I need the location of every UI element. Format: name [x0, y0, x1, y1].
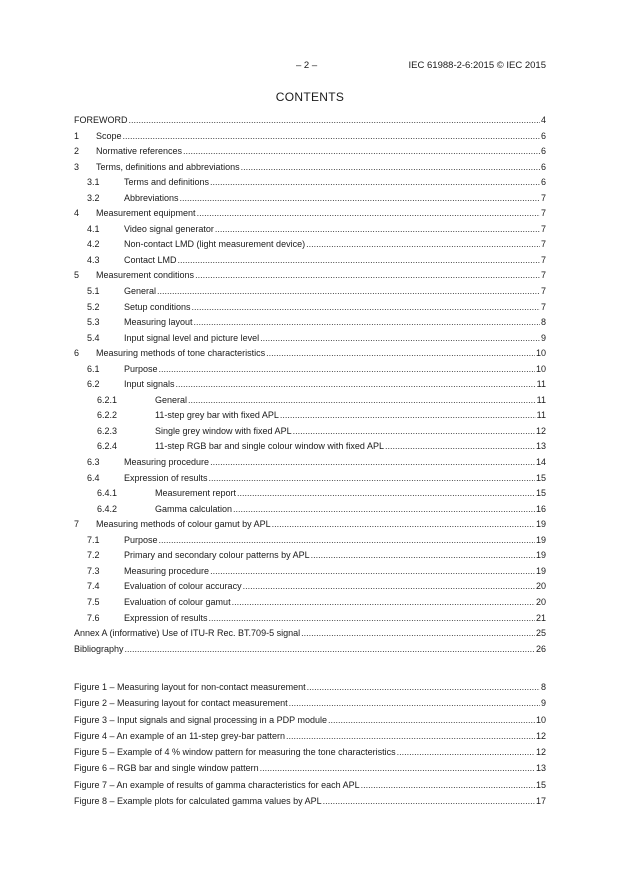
dot-leader: [209, 612, 535, 624]
toc-entry-line: [124, 456, 546, 468]
table-of-contents: [74, 114, 546, 658]
toc-entry[interactable]: [74, 487, 546, 503]
toc-entry[interactable]: [74, 378, 546, 394]
toc-entry[interactable]: [74, 549, 546, 565]
toc-entry-title: Expression of results: [124, 612, 208, 623]
toc-entry-line: [124, 534, 546, 546]
dot-leader: [178, 254, 540, 266]
dot-leader: [125, 643, 535, 655]
toc-entry-number: 5.1: [87, 286, 100, 297]
dot-leader: [183, 145, 540, 157]
dot-leader: [157, 285, 540, 297]
figure-entry-page: 10: [535, 714, 546, 725]
toc-entry-line: [96, 207, 546, 219]
dot-leader: [361, 779, 535, 791]
toc-entry-line: [124, 223, 546, 235]
toc-entry-title: Bibliography: [74, 643, 124, 654]
toc-entry[interactable]: [74, 254, 546, 270]
figure-entry-page: 15: [535, 779, 546, 790]
toc-entry-line: [124, 472, 546, 484]
figure-entry-line: [74, 746, 546, 758]
toc-entry-title: Setup conditions: [124, 301, 191, 312]
toc-entry-title: Input signal level and picture level: [124, 332, 260, 343]
toc-entry-number: 3: [74, 161, 80, 172]
figure-entry-line: [74, 697, 546, 709]
dot-leader: [237, 487, 535, 499]
toc-entry[interactable]: [74, 596, 546, 612]
toc-entry-title: Input signals: [124, 379, 175, 390]
toc-entry-line: [96, 269, 546, 281]
figure-entry-line: [74, 779, 546, 791]
figure-entry-page: 9: [540, 698, 546, 709]
toc-entry[interactable]: [74, 627, 546, 643]
toc-entry-number: 5.3: [87, 317, 100, 328]
toc-entry-title: Measuring procedure: [124, 457, 210, 468]
toc-entry-title: Evaluation of colour gamut: [124, 596, 231, 607]
toc-entry[interactable]: [74, 145, 546, 161]
toc-entry[interactable]: [74, 394, 546, 410]
toc-entry-title: Terms and definitions: [124, 177, 210, 188]
figure-entry-line: [74, 714, 546, 726]
toc-entry-page: 19: [535, 550, 546, 561]
toc-entry[interactable]: [74, 161, 546, 177]
toc-entry[interactable]: [74, 534, 546, 550]
toc-entry-number: 6.1: [87, 363, 100, 374]
toc-entry-number: 6.4.2: [97, 503, 118, 514]
figure-entry-line: [74, 762, 546, 774]
toc-entry-line: [96, 347, 546, 359]
toc-entry[interactable]: [74, 565, 546, 581]
toc-entry-line: [124, 285, 546, 297]
dot-leader: [307, 681, 540, 693]
toc-entry-number: 6.2.2: [97, 410, 118, 421]
dot-leader: [197, 207, 540, 219]
toc-entry-title: Video signal generator: [124, 223, 214, 234]
toc-entry[interactable]: [74, 316, 546, 332]
dot-leader: [323, 795, 535, 807]
toc-entry-line: [124, 301, 546, 313]
toc-entry-number: 3.2: [87, 192, 100, 203]
toc-entry-title: Measurement report: [155, 488, 237, 499]
toc-entry[interactable]: [74, 114, 546, 130]
page-title: CONTENTS: [275, 90, 345, 104]
toc-entry-line: [124, 596, 546, 608]
toc-entry[interactable]: [74, 192, 546, 208]
figure-entry-title: Figure 1 – Measuring layout for non-contact measurement: [74, 682, 306, 692]
toc-entry-page: 12: [535, 425, 546, 436]
toc-entry-page: 20: [535, 596, 546, 607]
toc-entry-title: 11-step RGB bar and single colour window with fixed APL: [155, 441, 384, 452]
toc-entry-page: 10: [535, 363, 546, 374]
toc-entry-number: 4.3: [87, 254, 100, 265]
dot-leader: [293, 425, 535, 437]
toc-entry[interactable]: [74, 285, 546, 301]
dot-leader: [210, 176, 540, 188]
toc-entry-number: 7: [74, 519, 80, 530]
toc-entry-title: Gamma calculation: [155, 503, 233, 514]
toc-entry[interactable]: [74, 238, 546, 254]
toc-entry[interactable]: [74, 472, 546, 488]
toc-entry-line: [96, 161, 546, 173]
toc-entry-line: [96, 130, 546, 142]
toc-entry[interactable]: [74, 176, 546, 192]
toc-entry-number: 6: [74, 348, 80, 359]
toc-entry-number: 4.2: [87, 239, 100, 250]
toc-entry-title: Measurement equipment: [96, 208, 196, 219]
toc-entry-page: 6: [540, 177, 546, 188]
toc-entry-line: [96, 145, 546, 157]
toc-entry-page: 7: [540, 301, 546, 312]
toc-entry[interactable]: [74, 332, 546, 348]
toc-entry-number: 4.1: [87, 223, 100, 234]
toc-entry-number: 7.1: [87, 534, 100, 545]
dot-leader: [243, 580, 535, 592]
toc-entry-number: 7.3: [87, 565, 100, 576]
toc-entry-page: 11: [536, 394, 546, 405]
figure-entry-title: Figure 4 – An example of an 11-step grey-bar pattern: [74, 730, 285, 741]
dot-leader: [385, 440, 535, 452]
dot-leader: [210, 456, 535, 468]
toc-entry-title: Abbreviations: [124, 192, 179, 203]
toc-entry-page: 9: [540, 332, 546, 343]
toc-entry-line: [155, 394, 546, 406]
dot-leader: [233, 503, 535, 515]
toc-entry-title: Terms, definitions and abbreviations: [96, 161, 240, 172]
figure-entry-page: 12: [535, 747, 546, 758]
figure-entry-line: [74, 730, 546, 742]
toc-entry-title: Non-contact LMD (light measurement device): [124, 239, 306, 250]
toc-entry-page: 6: [540, 146, 546, 157]
toc-entry-page: 10: [535, 348, 546, 359]
toc-entry-number: 5: [74, 270, 80, 281]
toc-entry-line: [124, 332, 546, 344]
dot-leader: [176, 378, 536, 390]
toc-entry-number: 6.2.4: [97, 441, 118, 452]
toc-entry[interactable]: [74, 130, 546, 146]
toc-entry[interactable]: [74, 612, 546, 628]
toc-entry-line: [124, 378, 546, 390]
toc-entry-page: 6: [540, 130, 546, 141]
toc-entry-number: 6.2.3: [97, 425, 118, 436]
toc-entry-page: 14: [535, 457, 546, 468]
toc-entry-page: 15: [535, 472, 546, 483]
toc-entry-title: Expression of results: [124, 472, 208, 483]
dot-leader: [311, 549, 535, 561]
toc-entry-title: General: [155, 394, 188, 405]
dot-leader: [159, 534, 535, 546]
toc-entry-line: [124, 254, 546, 266]
figure-entry-line: [74, 795, 546, 807]
toc-entry-number: 3.1: [87, 177, 100, 188]
toc-entry-number: 7.2: [87, 550, 100, 561]
toc-entry-line: [124, 238, 546, 250]
page-header: [0, 60, 620, 76]
toc-entry-line: [124, 549, 546, 561]
figure-entry[interactable]: [74, 697, 546, 713]
toc-entry-page: 8: [540, 317, 546, 328]
toc-entry-number: 6.2.1: [97, 394, 118, 405]
toc-entry-line: [155, 425, 546, 437]
toc-entry-title: General: [124, 286, 157, 297]
toc-entry-number: 6.4.1: [97, 488, 118, 499]
dot-leader: [272, 518, 535, 530]
toc-entry-number: 7.6: [87, 612, 100, 623]
toc-entry-number: 2: [74, 146, 80, 157]
toc-entry-page: 7: [540, 192, 546, 203]
figure-entry[interactable]: [74, 746, 546, 762]
dot-leader: [195, 269, 540, 281]
toc-entry-page: 26: [535, 643, 546, 654]
figure-entry[interactable]: [74, 730, 546, 746]
toc-entry-page: 7: [540, 286, 546, 297]
toc-entry-title: Measuring methods of tone characteristics: [96, 348, 266, 359]
figure-entry-page: 8: [540, 682, 546, 692]
toc-entry-title: Single grey window with fixed APL: [155, 425, 292, 436]
toc-entry-page: 11: [536, 410, 546, 421]
dot-leader: [260, 332, 540, 344]
toc-entry-line: [96, 518, 546, 530]
toc-entry-page: 19: [535, 519, 546, 530]
dot-leader: [209, 472, 535, 484]
toc-entry-line: [74, 643, 546, 655]
toc-entry-line: [155, 503, 546, 515]
dot-leader: [280, 409, 536, 421]
toc-entry[interactable]: [74, 363, 546, 379]
figure-entry-title: Figure 3 – Input signals and signal processing in a PDP module: [74, 714, 327, 725]
figure-entry-title: Figure 5 – Example of 4 % window pattern for measuring the tone characteristics: [74, 747, 396, 758]
toc-entry-line: [124, 565, 546, 577]
dot-leader: [129, 114, 540, 126]
figure-entry-page: 12: [535, 730, 546, 741]
toc-entry-line: [124, 192, 546, 204]
toc-entry-title: FOREWORD: [74, 115, 128, 125]
toc-entry-title: Measuring layout: [124, 317, 193, 328]
toc-entry-number: 6.4: [87, 472, 100, 483]
toc-entry-title: Scope: [96, 130, 122, 141]
toc-entry-number: 6.2: [87, 379, 100, 390]
dot-leader: [286, 730, 535, 742]
dot-leader: [180, 192, 540, 204]
toc-entry-page: 25: [535, 628, 546, 639]
toc-entry-page: 19: [535, 565, 546, 576]
dot-leader: [241, 161, 540, 173]
toc-entry-line: [74, 627, 546, 639]
dot-leader: [397, 746, 535, 758]
toc-entry-line: [124, 316, 546, 328]
toc-entry-page: 13: [535, 441, 546, 452]
figure-entry-title: Figure 6 – RGB bar and single window pattern: [74, 763, 259, 774]
dot-leader: [232, 596, 535, 608]
toc-entry[interactable]: [74, 301, 546, 317]
toc-entry-page: 7: [540, 254, 546, 265]
toc-entry-page: 6: [540, 161, 546, 172]
figure-entry[interactable]: [74, 762, 546, 778]
figure-entry-title: Figure 7 – An example of results of gamma characteristics for each APL: [74, 779, 360, 790]
dot-leader: [192, 301, 540, 313]
dot-leader: [123, 130, 540, 142]
figure-entry-title: Figure 8 – Example plots for calculated gamma values by APL: [74, 796, 322, 807]
figure-entry-line: [74, 681, 546, 693]
toc-entry-line: [155, 487, 546, 499]
toc-entry-title: Measurement conditions: [96, 270, 195, 281]
toc-entry-line: [74, 114, 546, 126]
toc-entry[interactable]: [74, 223, 546, 239]
figure-entry[interactable]: [74, 795, 546, 811]
toc-entry-page: 19: [535, 534, 546, 545]
dot-leader: [194, 316, 540, 328]
toc-entry-number: 7.5: [87, 596, 100, 607]
toc-entry-number: 5.4: [87, 332, 100, 343]
toc-entry-title: 11-step grey bar with fixed APL: [155, 410, 279, 421]
toc-entry-line: [124, 363, 546, 375]
toc-entry-page: 15: [535, 488, 546, 499]
toc-entry[interactable]: [74, 269, 546, 285]
figure-entry[interactable]: [74, 681, 546, 697]
toc-entry-title: Purpose: [124, 534, 158, 545]
toc-entry-title: Measuring methods of colour gamut by APL: [96, 519, 271, 530]
toc-entry[interactable]: [74, 643, 546, 659]
dot-leader: [260, 762, 535, 774]
figure-entry[interactable]: [74, 714, 546, 730]
figure-entry[interactable]: [74, 779, 546, 795]
toc-entry-line: [124, 580, 546, 592]
toc-entry[interactable]: [74, 425, 546, 441]
toc-entry-line: [124, 176, 546, 188]
toc-entry-page: 7: [540, 208, 546, 219]
dot-leader: [301, 627, 535, 639]
toc-entry-title: Purpose: [124, 363, 158, 374]
toc-entry-number: 7.4: [87, 581, 100, 592]
toc-entry-title: Annex A (informative) Use of ITU-R Rec. BT.709-5 signal: [74, 628, 301, 639]
dot-leader: [188, 394, 536, 406]
dot-leader: [159, 363, 535, 375]
toc-entry[interactable]: [74, 347, 546, 363]
figure-entry-page: 13: [535, 763, 546, 774]
standard-reference: IEC 61988-2-6:2015 © IEC 2015: [408, 60, 546, 71]
toc-entry-title: Normative references: [96, 146, 183, 157]
dot-leader: [210, 565, 535, 577]
dot-leader: [306, 238, 540, 250]
toc-entry-page: 7: [540, 239, 546, 250]
toc-entry-title: Primary and secondary colour patterns by APL: [124, 550, 310, 561]
dot-leader: [328, 714, 535, 726]
toc-entry-line: [124, 612, 546, 624]
list-of-figures: [74, 681, 546, 811]
toc-entry-title: Measuring procedure: [124, 565, 210, 576]
toc-entry-number: 4: [74, 208, 80, 219]
toc-entry-line: [155, 409, 546, 421]
toc-entry-page: 7: [540, 223, 546, 234]
dot-leader: [215, 223, 540, 235]
toc-entry-number: 6.3: [87, 457, 100, 468]
toc-entry[interactable]: [74, 409, 546, 425]
toc-entry[interactable]: [74, 503, 546, 519]
toc-entry-page: 16: [535, 503, 546, 514]
toc-entry[interactable]: [74, 207, 546, 223]
toc-entry-page: 11: [536, 379, 546, 390]
toc-entry-number: 5.2: [87, 301, 100, 312]
figure-entry-title: Figure 2 – Measuring layout for contact measurement: [74, 698, 288, 709]
dot-leader: [266, 347, 535, 359]
toc-entry-page: 7: [540, 270, 546, 281]
toc-entry-title: Contact LMD: [124, 254, 177, 265]
toc-entry[interactable]: [74, 518, 546, 534]
toc-entry-title: Evaluation of colour accuracy: [124, 581, 242, 592]
toc-entry-number: 1: [74, 130, 80, 141]
figure-entry-page: 17: [535, 796, 546, 807]
dot-leader: [289, 697, 540, 709]
page-number: – 2 –: [296, 60, 318, 71]
toc-entry-page: 20: [535, 581, 546, 592]
toc-entry[interactable]: [74, 440, 546, 456]
toc-entry-page: 4: [540, 115, 546, 125]
toc-entry[interactable]: [74, 456, 546, 472]
toc-entry-page: 21: [535, 612, 546, 623]
toc-entry-line: [155, 440, 546, 452]
toc-entry[interactable]: [74, 580, 546, 596]
